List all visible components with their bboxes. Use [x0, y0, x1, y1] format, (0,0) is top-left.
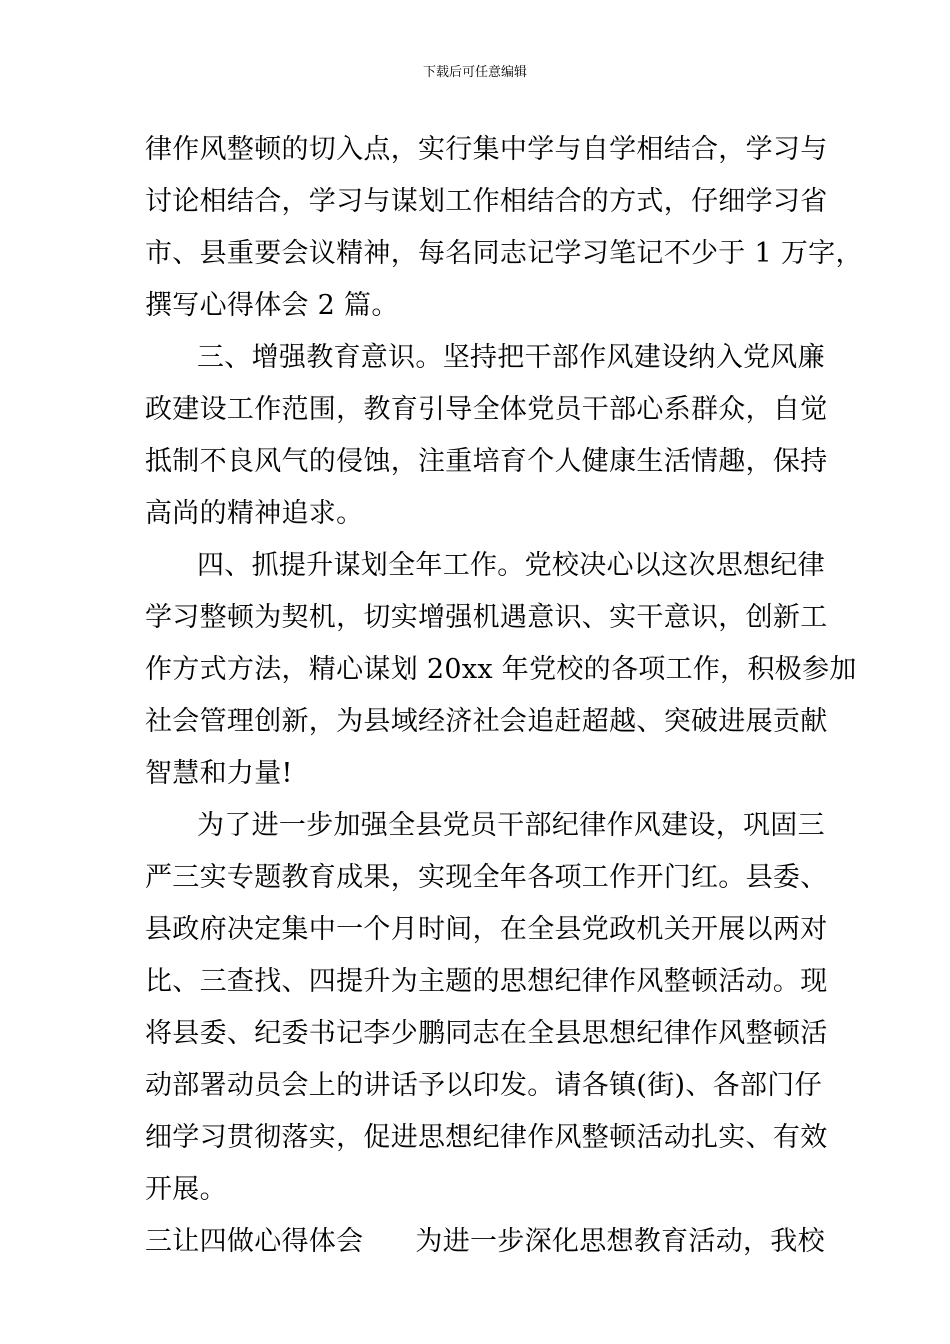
paragraph-2: [145, 332, 828, 540]
section-text: 为进一步深化思想教育活动，我校: [415, 1226, 825, 1257]
paragraph-4: [145, 800, 828, 1216]
text-line: 学习整顿为契机，切实增强机遇意识、实干意识，创新工: [145, 602, 828, 633]
text-line: 律作风整顿的切入点，实行集中学与自学相结合，学习与: [145, 134, 828, 165]
text-line: 动部署动员会上的讲话予以印发。请各镇(街)、各部门仔: [145, 1070, 822, 1101]
text-line: 严三实专题教育成果，实现全年各项工作开门红。县委、: [145, 862, 828, 893]
final-line: [145, 1216, 825, 1268]
text-line: 细学习贯彻落实，促进思想纪律作风整顿活动扎实、有效: [145, 1122, 828, 1153]
text-line: 撰写心得体会 2 篇。: [145, 290, 399, 321]
text-line: 市、县重要会议精神，每名同志记学习笔记不少于 1 万字，: [145, 238, 863, 269]
text-line: 将县委、纪委书记李少鹏同志在全县思想纪律作风整顿活: [145, 1018, 828, 1049]
text-line: 作方式方法，精心谋划 20xx 年党校的各项工作，积极参加: [145, 654, 857, 685]
text-line: 高尚的精神追求。: [145, 498, 364, 529]
text-line: 为了进一步加强全县党员干部纪律作风建设，巩固三: [197, 810, 825, 841]
paragraph-3: [145, 540, 857, 800]
text-line: 开展。: [145, 1174, 227, 1205]
text-line: 三、增强教育意识。坚持把干部作风建设纳入党风廉: [197, 342, 825, 373]
text-line: 政建设工作范围，教育引导全体党员干部心系群众，自觉: [145, 394, 828, 425]
text-line: 抵制不良风气的侵蚀，注重培育个人健康生活情趣，保持: [145, 446, 828, 477]
text-line: 四、抓提升谋划全年工作。党校决心以这次思想纪律: [197, 550, 825, 581]
text-line: 比、三查找、四提升为主题的思想纪律作风整顿活动。现: [145, 966, 828, 997]
text-line: 社会管理创新，为县域经济社会追赶超越、突破进展贡献: [145, 706, 828, 737]
text-line: 讨论相结合，学习与谋划工作相结合的方式，仔细学习省: [145, 186, 828, 217]
text-line: 县政府决定集中一个月时间，在全县党政机关开展以两对: [145, 914, 828, 945]
section-title: 三让四做心得体会: [145, 1226, 364, 1257]
paragraph-1: [145, 124, 863, 332]
page-header: 下载后可任意编辑: [422, 65, 527, 80]
text-line: 智慧和力量!: [145, 758, 293, 789]
document-body: [145, 124, 863, 1268]
